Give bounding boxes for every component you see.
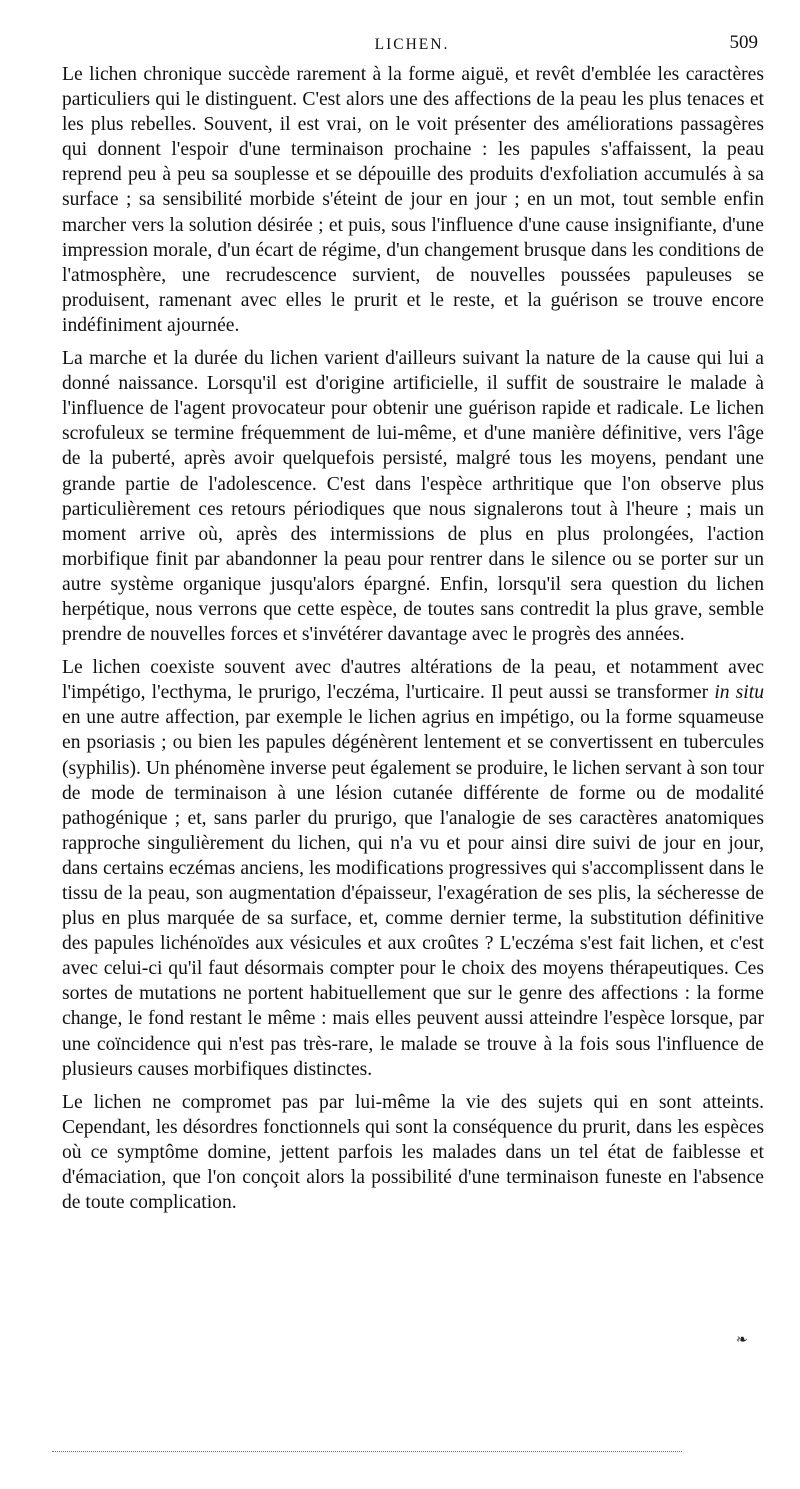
- paragraph-chronic-lichen: Le lichen chronique succède rarement à la forme aiguë, et revêt d'emblée les caractères particuliers qui le distinguent. C'est alors une des affections de la peau les plus tenaces et les plus rebelles. Souvent, il est vrai, on le voit présenter des améliorations passagères qui donnent l'espoir d'une terminaison prochaine : les papules s'affaissent, la peau reprend peu à peu sa souplesse et se dépouille des produits d'exfoliation accumulés à sa surface ; sa sensibilité morbide s'éteint de jour en jour ; en un mot, tout semble enfin marcher vers la solution désirée ; et puis, sous l'influence d'une cause insignifiante, d'une impression morale, d'un écart de régime, d'un changement brusque dans les conditions de l'atmosphère, une recrudescence survient, de nouvelles poussées papuleuses se produisent, ramenant avec elles le prurit et le reste, et la guérison se trouve encore indéfiniment ajournée.: [62, 64, 764, 336]
- end-ornament: ❧: [736, 1333, 748, 1348]
- bottom-dotted-rule: [52, 1451, 682, 1452]
- running-head: [62, 32, 762, 58]
- paragraph-prognosis: Le lichen ne compromet pas par lui-même la vie des sujets qui en sont atteints. Cependant, les désordres fonctionnels qui sont la conséquence du prurit, dans les espèces où ce symptôme domine, jettent parfois les malades dans un tel état de faiblesse et d'émaciation, que l'on conçoit alors la possibilité d'une terminaison funeste en l'absence de toute complication.: [62, 1091, 764, 1214]
- page-number: 509: [729, 32, 758, 53]
- body-text: [62, 62, 764, 1223]
- running-title: LICHEN.: [374, 36, 450, 53]
- paragraph-course-duration: La marche et la durée du lichen varient d'ailleurs suivant la nature de la cause qui lui a donné naissance. Lorsqu'il est d'origine artificielle, il suffit de soustraire le malade à l'influence de l'agent provocateur pour obtenir une guérison rapide et radicale. Le lichen scrofuleux se termine fréquemment de lui-même, et d'une manière définitive, vers l'âge de la puberté, après avoir quelquefois persisté, malgré tous les moyens, pendant une grande partie de l'adolescence. C'est dans l'espèce arthritique que l'on observe plus particulièrement ces retours périodiques que nous signalerons tout à l'heure ; mais un moment arrive où, après des intermissions de plus en plus prolongées, l'action morbifique finit par abandonner la peau pour rentrer dans le silence ou se porter sur un autre système organique jusqu'alors épargné. Enfin, lorsqu'il sera question du lichen herpétique, nous verrons que cette espèce, de toutes sans contredit la plus grave, semble prendre de nouvelles forces et s'invétérer davantage avec le progrès des années.: [62, 348, 764, 646]
- paragraph-coexistence: Le lichen coexiste souvent avec d'autres altérations de la peau, et notamment avec l'impétigo, l'ecthyma, le prurigo, l'eczéma, l'urticaire. Il peut aussi se transformer in situ en une autre affection, par exemple le lichen agrius en impétigo, ou la forme squameuse en psoriasis ; ou bien les papules dégénèrent lentement et se convertissent en tubercules (syphilis). Un phénomène inverse peut également se produire, le lichen servant à son tour de mode de terminaison à une lésion cutanée différente de forme ou de modalité pathogénique ; et, sans parler du prurigo, que l'analogie de ses caractères anatomiques rapproche singulièrement du lichen, qui n'a vu et pour ainsi dire suivi de jour en jour, dans certains eczémas anciens, les modifications progressives qui s'accomplissent dans le tissu de la peau, son augmentation d'épaisseur, l'exagération de ses plis, la sécheresse de plus en plus marquée de sa surface, et, comme dernier terme, la substitution définitive des papules lichénoïdes aux vésicules et aux croûtes ? L'eczéma s'est fait lichen, et c'est avec celui-ci qu'il faut désormais compter pour le choix des moyens thérapeutiques. Ces sortes de mutations ne portent habituellement que sur le genre des affections : la forme change, le fond restant le même : mais elles peuvent aussi atteindre l'espèce lorsque, par une coïncidence qui n'est pas très-rare, le malade se trouve à la fois sous l'influence de plusieurs causes morbifiques distinctes.: [62, 657, 764, 1080]
